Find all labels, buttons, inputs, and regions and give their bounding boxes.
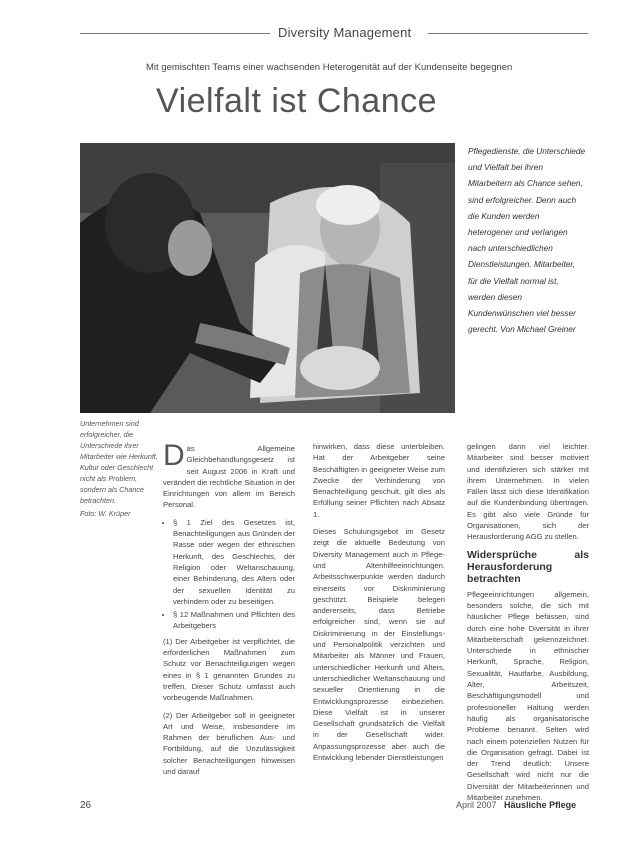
teaser-text: Pflegedienste, die Unterschiede und Vielfalt bei ihren Mitarbeitern als Chance sehen, sind erfolgreicher. Denn auch die Kunden werden heterogener und verlangen nach unterschiedlichen Dienstleistungen. Mitarbeiter, für die Vielfalt normal ist, werden diesen Kundenwünschen viel besser gerecht. Von Michael Greiner — [468, 146, 586, 335]
body-paragraph: Dieses Schulungsgebot im Gesetz zeigt die aktuelle Bedeutung von Diversity Management auch in Pflege- und Altenhilfeeinrichtungen. Arbeitsschwerpunkte werden dadurch einerseits vor Diskriminierung geschützt. Beispiele belegen andererseits, dass Betriebe erfolgreicher sind, wenn sie auf Diskriminierung in der Einstellungs- und Personalpolitik verzichten und Mitarbeiter als Männer und Frauen, unterschiedlicher Herkunft und Alters, unterschiedlicher Weltanschauung und sexueller Orientierung in die Entwicklungsprozesse einbeziehen. Diese Vielfalt ist in unserer Gesellschaft grundsätzlich die Vielfalt in der Gesellschaft wider. Anpassungsprozesse aber auch die Entwicklung lebender Dienstleistungen — [313, 527, 445, 763]
photo-credit: Foto: W. Krüper — [80, 509, 131, 518]
issue-info — [456, 800, 576, 810]
section-label: Diversity Management — [278, 25, 412, 40]
article-photo — [80, 143, 455, 413]
article-column-3 — [467, 441, 589, 809]
law-bullet-list — [163, 517, 295, 632]
kicker-line: Mit gemischten Teams einer wachsenden Heterogenität auf der Kundenseite begegnen — [146, 62, 513, 73]
article-column-1 — [163, 439, 295, 783]
page-number: 26 — [80, 800, 92, 811]
body-paragraph: Pflegeeinrichtungen allgemein, besonders solche, die sich mit häuslicher Pflege befassen, sind durch eine hohe Diversität in ihrer Mitarbeiterschaft gekennzeichnet. Unterschiede in ethnischer Herkunft, Sprache, Religion, Sexualität, Hautfarbe, Ausbildung, Alter, Arbeitszeit, Beschäftigungsmodell und professioneller Haltung werden häufig als organisatorische Probleme benannt. Selten wird nach einem potenziellen Nutzen für die Organisation gefragt. Dabei ist der Trend deutlich: Unsere Gesellschaft wird nicht nur die Diversität der Mitarbeiterinnen und Mitarbeiter zunehmen. — [467, 589, 589, 803]
magazine-name: Häusliche Pflege — [504, 800, 577, 810]
article-column-2 — [313, 441, 445, 769]
section-subhead: Widersprüche als Herausforderung betrachten — [467, 548, 589, 585]
intro-paragraph — [163, 439, 295, 511]
photo-illustration — [80, 143, 455, 413]
intro-text: as Allgemeine Gleichbehandlungsgesetz ist seit August 2006 in Kraft und verändert die rechtliche Situation in der Einrichtungen von allem im Bereich Personal. — [163, 444, 295, 510]
caption-text: Unternehmen sind erfolgreicher, die Unterschiede ihrer Mitarbeiter wie Herkunft, Kultur oder Geschlecht nicht als Problem, sondern als Chance betrachten. — [80, 419, 158, 505]
drop-cap: D — [163, 439, 185, 472]
list-item: • § 1 Ziel des Gesetzes ist, Benachteiligungen aus Gründen der Rasse oder wegen der ethnischen Herkunft, des Geschlechts, der Religion oder Weltanschauung, einer Behinderung, des Alters oder der sexuellen Identität zu verhindern oder zu beseitigen. — [173, 517, 295, 607]
photo-caption — [80, 418, 158, 519]
body-paragraph: (2) Der Arbeitgeber soll in geeigneter Art und Weise, insbesondere im Rahmen der beruflichen Aus- und Fortbildung, auf die Unzulässigkeit solcher Benachteiligungen hinweisen und darauf — [163, 710, 295, 777]
list-item: • § 12 Maßnahmen und Pflichten des Arbeitgebers — [173, 609, 295, 632]
header-rule-right — [428, 33, 588, 34]
body-paragraph: gelingen dann viel leichter. Mitarbeiter sind besser motiviert und identifizieren sich stärker mit ihrem Unternehmen. In vielen Fällen lässt sich diese Identifikation auf die Kundenbindung übertragen. Es gibt also viele Gründe für Organisationen, sich der Herausforderung AGG zu stellen. — [467, 442, 589, 542]
body-paragraph: hinwirken, dass diese unterbleiben. Hat der Arbeitgeber seine Beschäftigten in geeigneter Weise zum Zwecke der Verhinderung von Benachteiligung geschult, gilt dies als Erfüllung seiner Pflichten nach Absatz 1. — [313, 442, 445, 519]
header-rule-left — [80, 33, 270, 34]
article-title: Vielfalt ist Chance — [156, 82, 438, 120]
body-paragraph: (1) Der Arbeitgeber ist verpflichtet, die erforderlichen Maßnahmen zum Schutz vor Benachteiligungen wegen eines in § 1 genannten Grundes zu treffen. Dieser Schutz umfasst auch vorbeugende Maßnahmen. — [163, 636, 295, 703]
issue-date: April 2007 — [456, 800, 497, 810]
